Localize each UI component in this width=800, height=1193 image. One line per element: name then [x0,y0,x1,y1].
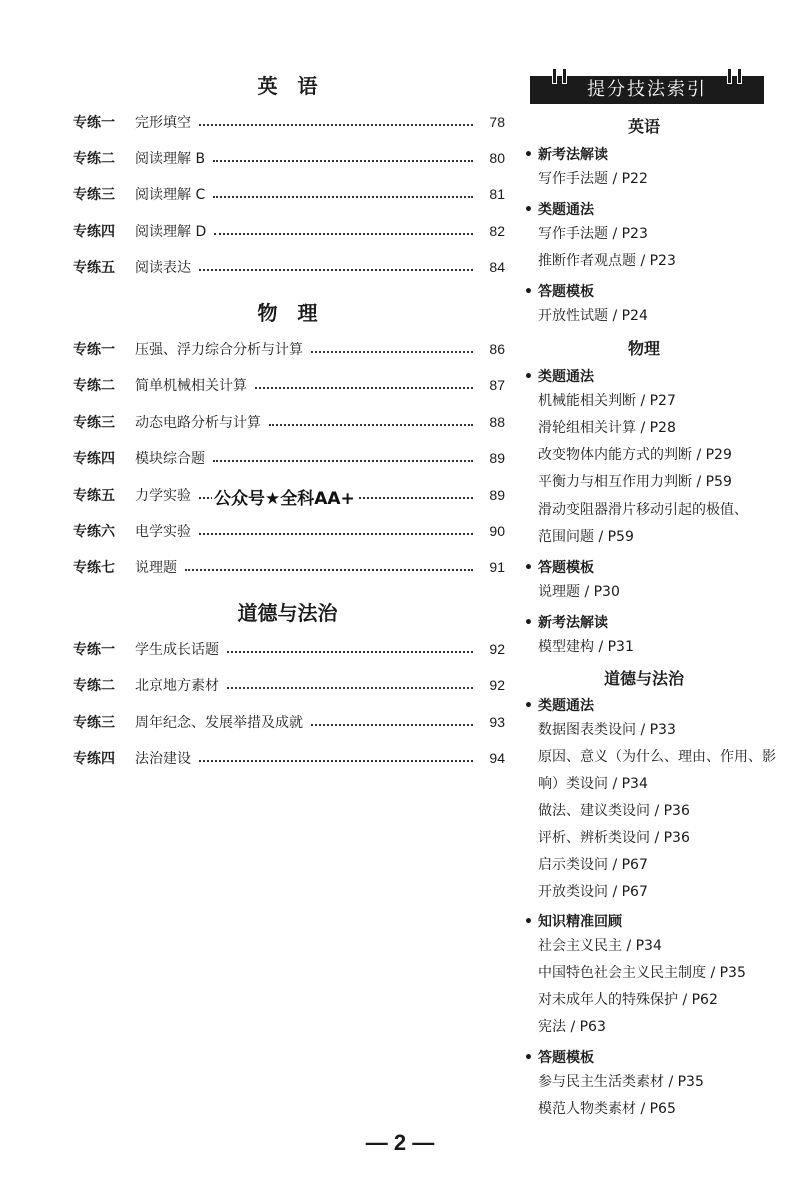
toc-number: 专练四 [73,751,115,767]
toc-page: 91 [489,559,505,575]
toc-number: 专练二 [73,378,115,394]
toc-number: 专练一 [73,342,115,358]
toc-page: 88 [489,414,505,430]
toc-row[interactable] [73,747,505,769]
toc-page: 80 [489,150,505,166]
toc-row[interactable] [73,520,505,542]
index-category-label: 类题通法 [538,369,594,385]
index-item[interactable]: 平衡力与相互作用力判断 / P59 [538,474,732,490]
index-section-english: 英语 [627,117,660,136]
section-title-morality-law: 道德与法治 [237,601,338,625]
toc-page: 82 [489,223,505,239]
index-item[interactable]: 宪法 / P63 [538,1019,606,1035]
index-item[interactable]: 滑动变阻器滑片移动引起的极值、 [538,502,748,518]
toc-title: 模块综合题 [135,451,205,467]
index-banner-title: 提分技法索引 [587,79,707,100]
index-category [524,911,622,931]
index-item[interactable]: 对未成年人的特殊保护 / P62 [538,992,718,1008]
index-item[interactable]: 做法、建议类设问 / P36 [538,803,690,819]
index-category [524,281,594,301]
dot-leader [213,460,473,462]
index-category [524,612,608,632]
toc-row[interactable] [73,147,505,169]
index-category-label: 答题模板 [538,560,594,576]
toc-number: 专练一 [73,115,115,131]
toc-row[interactable] [73,183,505,205]
banner-tab [562,68,567,84]
bullet-icon: • [524,284,533,300]
toc-row[interactable] [73,411,505,433]
index-item[interactable]: 原因、意义（为什么、理由、作用、影 [538,749,776,765]
bullet-icon: • [524,560,533,576]
index-item[interactable]: 模范人物类素材 / P65 [538,1101,676,1117]
index-category-label: 答题模板 [538,1050,594,1066]
bullet-icon: • [524,1050,533,1066]
toc-title: 法治建设 [135,751,191,767]
toc-title: 电学实验 [135,524,191,540]
bullet-icon: • [524,147,533,163]
toc-title: 阅读理解 B [135,151,206,167]
toc-row[interactable] [73,556,505,578]
index-item[interactable]: 参与民主生活类素材 / P35 [538,1074,704,1090]
toc-title: 压强、浮力综合分析与计算 [135,342,303,358]
dot-leader [227,687,473,689]
toc-page: 89 [489,487,505,503]
index-item[interactable]: 范围问题 / P59 [538,529,634,545]
banner-tab [552,68,557,84]
toc-number: 专练二 [73,151,115,167]
dot-leader [185,569,473,571]
index-item[interactable]: 社会主义民主 / P34 [538,938,662,954]
toc-row[interactable] [73,674,505,696]
toc-title: 学生成长话题 [135,642,219,658]
toc-row[interactable] [73,374,505,396]
index-category-label: 类题通法 [538,202,594,218]
toc-number: 专练六 [73,524,115,540]
toc-title: 阅读理解 D [135,224,207,240]
bullet-icon: • [524,202,533,218]
index-item[interactable]: 响）类设问 / P34 [538,776,648,792]
toc-row[interactable] [73,447,505,469]
toc-page: 86 [489,341,505,357]
index-category [524,695,594,715]
dot-leader [227,651,473,653]
index-item[interactable]: 改变物体内能方式的判断 / P29 [538,447,732,463]
toc-title: 完形填空 [135,115,191,131]
toc-number: 专练五 [73,488,115,504]
index-item[interactable]: 启示类设问 / P67 [538,857,648,873]
dot-leader [311,351,473,353]
toc-row[interactable] [73,638,505,660]
index-banner [530,76,764,104]
index-category [524,1047,594,1067]
banner-tab [727,68,732,84]
toc-number: 专练五 [73,260,115,276]
toc-page: 89 [489,450,505,466]
dot-leader [213,160,473,162]
toc-page: 90 [489,523,505,539]
toc-page: 84 [489,259,505,275]
index-category-label: 新考法解读 [538,147,608,163]
toc-row[interactable] [73,711,505,733]
index-category [524,366,594,386]
toc-title: 北京地方素材 [135,678,219,694]
toc-row[interactable] [73,256,505,278]
dot-leader [214,233,473,235]
section-title-physics: 物 理 [257,301,318,325]
bullet-icon: • [524,615,533,631]
index-item[interactable]: 开放性试题 / P24 [538,308,648,324]
toc-title: 阅读理解 C [135,187,206,203]
index-category-label: 新考法解读 [538,615,608,631]
index-item[interactable]: 写作手法题 / P23 [538,226,648,242]
toc-page: 87 [489,377,505,393]
index-section-physics: 物理 [627,339,660,358]
index-category [524,144,608,164]
dot-leader [269,424,473,426]
index-item[interactable]: 写作手法题 / P22 [538,171,648,187]
toc-number: 专练四 [73,451,115,467]
toc-page: 93 [489,714,505,730]
bullet-icon: • [524,369,533,385]
index-item[interactable]: 模型建构 / P31 [538,639,634,655]
toc-row[interactable] [73,111,505,133]
toc-title: 力学实验 [135,488,191,504]
index-item[interactable]: 推断作者观点题 / P23 [538,253,676,269]
banner-tab [737,68,742,84]
watermark: 公众号★全科AA+ [212,484,357,509]
index-category-label: 答题模板 [538,284,594,300]
index-item[interactable]: 开放类设问 / P67 [538,884,648,900]
dot-leader [311,724,473,726]
toc-page: 92 [489,641,505,657]
toc-page: 94 [489,750,505,766]
index-category-label: 类题通法 [538,698,594,714]
toc-number: 专练三 [73,187,115,203]
dot-leader [199,269,473,271]
page-number: — 2 — [365,1130,435,1155]
index-item[interactable]: 说理题 / P30 [538,584,620,600]
index-item[interactable]: 滑轮组相关计算 / P28 [538,420,676,436]
toc-title: 周年纪念、发展举措及成就 [135,715,303,731]
toc-title: 阅读表达 [135,260,191,276]
toc-page: 92 [489,677,505,693]
toc-number: 专练二 [73,678,115,694]
index-category [524,557,594,577]
index-category-label: 知识精准回顾 [538,914,622,930]
index-section-morality-law: 道德与法治 [603,669,684,688]
toc-title: 简单机械相关计算 [135,378,247,394]
toc-row[interactable] [73,338,505,360]
toc-page: 81 [489,186,505,202]
toc-number: 专练三 [73,715,115,731]
toc-number: 专练四 [73,224,115,240]
bullet-icon: • [524,914,533,930]
toc-title: 动态电路分析与计算 [135,415,261,431]
index-item[interactable]: 中国特色社会主义民主制度 / P35 [538,965,746,981]
index-item[interactable]: 机械能相关判断 / P27 [538,393,676,409]
dot-leader [255,387,473,389]
index-item[interactable]: 数据图表类设问 / P33 [538,722,676,738]
dot-leader [199,124,473,126]
dot-leader [199,533,473,535]
index-item[interactable]: 评析、辨析类设问 / P36 [538,830,690,846]
toc-number: 专练一 [73,642,115,658]
index-category [524,199,594,219]
dot-leader [213,196,473,198]
bullet-icon: • [524,698,533,714]
section-title-english: 英 语 [257,74,318,98]
toc-row[interactable] [73,220,505,242]
dot-leader [199,760,473,762]
toc-number: 专练七 [73,560,115,576]
toc-page: 78 [489,114,505,130]
toc-number: 专练三 [73,415,115,431]
toc-title: 说理题 [135,560,177,576]
